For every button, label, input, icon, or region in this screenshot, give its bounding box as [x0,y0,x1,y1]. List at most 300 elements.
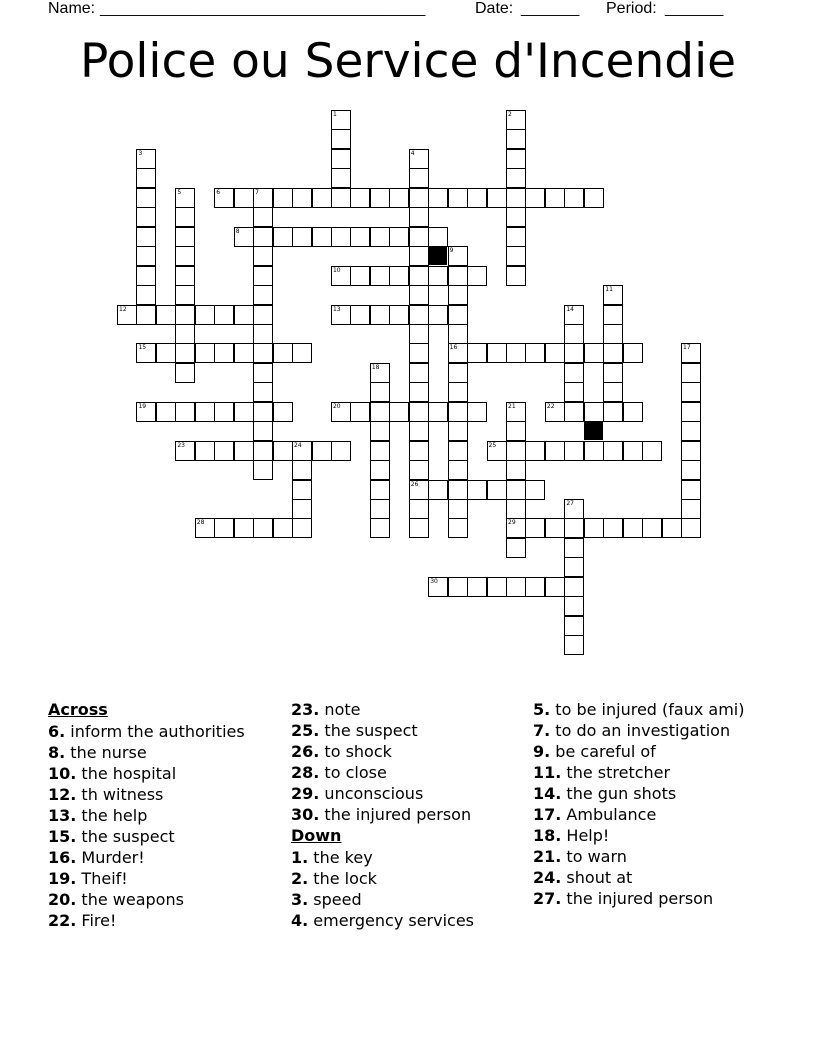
grid-cell[interactable] [448,480,468,500]
grid-cell[interactable] [681,499,701,519]
grid-cell[interactable] [370,460,390,480]
grid-cell[interactable] [253,266,273,286]
down-clue[interactable] [291,869,521,888]
grid-cell[interactable] [253,246,273,266]
grid-cell[interactable] [564,635,584,655]
grid-cell[interactable] [253,285,273,305]
grid-cell[interactable] [525,480,545,500]
grid-cell[interactable] [467,402,487,422]
down-clue[interactable] [533,868,748,887]
across-clue[interactable] [48,827,278,846]
grid-cell[interactable] [389,402,409,422]
grid-cell[interactable] [234,305,254,325]
clue-number: 20 [332,402,341,410]
clue-number: 4 [410,149,415,157]
grid-cell[interactable] [681,518,701,538]
grid-cell[interactable] [448,499,468,519]
grid-cell[interactable] [409,441,429,461]
down-clue[interactable] [291,911,521,930]
grid-cell[interactable] [603,324,623,344]
grid-cell[interactable] [564,188,584,208]
grid-cell[interactable] [175,266,195,286]
grid-cell[interactable] [681,343,701,363]
grid-cell[interactable] [623,518,643,538]
grid-cell[interactable] [273,441,293,461]
grid-cell[interactable] [623,441,643,461]
grid-cell[interactable] [292,188,312,208]
grid-cell[interactable] [292,499,312,519]
grid-cell[interactable] [136,149,156,169]
grid-cell[interactable] [370,382,390,402]
grid-cell[interactable] [156,343,176,363]
grid-cell[interactable] [195,305,215,325]
grid-cell[interactable] [564,596,584,616]
grid-cell[interactable] [487,480,507,500]
clue-number-label: 14. [533,784,562,803]
grid-cell[interactable] [175,305,195,325]
grid-cell[interactable] [214,441,234,461]
grid-cell[interactable] [331,305,351,325]
grid-cell[interactable] [350,227,370,247]
grid-cell[interactable] [506,499,526,519]
grid-cell[interactable] [175,207,195,227]
grid-cell[interactable] [584,343,604,363]
grid-cell[interactable] [370,480,390,500]
grid-cell[interactable] [409,149,429,169]
grid-cell[interactable] [545,441,565,461]
across-clue[interactable] [291,700,521,719]
grid-cell[interactable] [448,324,468,344]
down-clue[interactable] [533,784,748,803]
grid-cell[interactable] [506,577,526,597]
grid-cell[interactable] [253,188,273,208]
grid-cell[interactable] [584,441,604,461]
across-clue[interactable] [48,869,278,888]
grid-cell[interactable] [448,577,468,597]
grid-cell[interactable] [136,402,156,422]
grid-cell[interactable] [603,518,623,538]
clue-number: 9 [449,247,454,255]
grid-cell[interactable] [487,441,507,461]
across-clue[interactable] [48,764,278,783]
grid-cell[interactable] [273,343,293,363]
grid-cell[interactable] [175,285,195,305]
grid-cell[interactable] [214,402,234,422]
grid-cell[interactable] [253,363,273,383]
clue-number-label: 6. [48,722,66,741]
grid-cell[interactable] [253,518,273,538]
clue-number-label: 29. [291,784,320,803]
grid-cell[interactable] [681,460,701,480]
grid-cell[interactable] [545,518,565,538]
grid-cell[interactable] [253,460,273,480]
grid-cell[interactable] [448,305,468,325]
grid-cell[interactable] [564,343,584,363]
down-clue[interactable] [533,700,748,719]
grid-cell[interactable] [253,324,273,344]
grid-cell[interactable] [623,402,643,422]
grid-cell[interactable] [253,441,273,461]
grid-cell[interactable] [448,343,468,363]
grid-cell[interactable] [564,499,584,519]
grid-cell[interactable] [428,402,448,422]
grid-cell[interactable] [234,227,254,247]
grid-cell[interactable] [545,402,565,422]
grid-cell[interactable] [292,441,312,461]
grid-cell[interactable] [487,577,507,597]
grid-cell[interactable] [273,518,293,538]
grid-cell[interactable] [525,343,545,363]
grid-cell[interactable] [448,363,468,383]
grid-cell[interactable] [564,363,584,383]
grid-cell[interactable] [603,343,623,363]
grid-cell[interactable] [506,207,526,227]
grid-cell[interactable] [409,207,429,227]
grid-cell[interactable] [136,188,156,208]
grid-cell[interactable] [409,324,429,344]
grid-cell[interactable] [448,246,468,266]
grid-cell[interactable] [273,227,293,247]
grid-cell[interactable] [350,402,370,422]
grid-cell[interactable] [467,343,487,363]
grid-cell[interactable] [350,188,370,208]
grid-cell[interactable] [234,188,254,208]
grid-cell[interactable] [389,188,409,208]
grid-cell[interactable] [156,305,176,325]
grid-cell[interactable] [409,266,429,286]
down-clue[interactable] [533,826,748,845]
clue-number-label: 15. [48,827,77,846]
grid-cell[interactable] [564,305,584,325]
grid-cell[interactable] [370,363,390,383]
grid-cell[interactable] [331,188,351,208]
grid-cell[interactable] [331,129,351,149]
grid-cell[interactable] [584,402,604,422]
grid-cell[interactable] [175,363,195,383]
grid-cell[interactable] [681,441,701,461]
grid-cell[interactable] [195,441,215,461]
grid-cell[interactable] [525,188,545,208]
down-clue[interactable] [533,805,748,824]
across-clue[interactable] [291,784,521,803]
grid-cell[interactable] [564,538,584,558]
grid-cell[interactable] [370,441,390,461]
grid-cell[interactable] [175,441,195,461]
grid-cell[interactable] [545,343,565,363]
grid-cell[interactable] [409,246,429,266]
grid-cell[interactable] [506,518,526,538]
grid-cell[interactable] [234,343,254,363]
grid-cell[interactable] [331,110,351,130]
grid-cell[interactable] [409,285,429,305]
grid-cell[interactable] [175,227,195,247]
grid-cell[interactable] [214,343,234,363]
grid-cell[interactable] [292,343,312,363]
grid-cell[interactable] [292,460,312,480]
grid-cell[interactable] [467,480,487,500]
grid-cell[interactable] [253,402,273,422]
grid-cell[interactable] [681,382,701,402]
grid-cell[interactable] [681,480,701,500]
grid-cell[interactable] [195,402,215,422]
grid-cell[interactable] [584,518,604,538]
grid-cell[interactable] [506,246,526,266]
grid-cell[interactable] [350,305,370,325]
grid-cell[interactable] [292,518,312,538]
grid-cell[interactable] [409,227,429,247]
grid-cell[interactable] [370,266,390,286]
clue-number: 7 [255,188,259,196]
grid-cell[interactable] [603,402,623,422]
grid-cell[interactable] [564,324,584,344]
grid-cell[interactable] [273,188,293,208]
grid-cell[interactable] [506,402,526,422]
grid-cell[interactable] [370,402,390,422]
grid-cell[interactable] [409,499,429,519]
grid-cell[interactable] [545,188,565,208]
grid-cell[interactable] [506,441,526,461]
grid-cell[interactable] [234,441,254,461]
grid-cell[interactable] [136,266,156,286]
grid-cell[interactable] [409,188,429,208]
down-clue[interactable] [533,847,748,866]
grid-cell[interactable] [409,460,429,480]
grid-cell[interactable] [506,480,526,500]
across-clue[interactable] [48,743,278,762]
grid-cell[interactable] [584,188,604,208]
grid-cell[interactable] [506,110,526,130]
grid-cell[interactable] [312,441,332,461]
grid-cell[interactable] [195,518,215,538]
grid-cell[interactable] [331,441,351,461]
across-clue[interactable] [48,722,278,741]
grid-cell[interactable] [409,402,429,422]
grid-cell[interactable] [681,421,701,441]
grid-cell[interactable] [506,266,526,286]
grid-cell[interactable] [448,285,468,305]
grid-cell[interactable] [136,343,156,363]
grid-cell[interactable] [525,577,545,597]
grid-cell[interactable] [506,129,526,149]
grid-cell[interactable] [331,402,351,422]
grid-cell[interactable] [428,227,448,247]
grid-cell[interactable] [506,538,526,558]
down-clue[interactable] [291,848,521,867]
clue-number-label: 17. [533,805,562,824]
grid-cell[interactable] [642,441,662,461]
across-clue[interactable] [48,890,278,909]
grid-cell[interactable] [506,421,526,441]
grid-cell[interactable] [136,285,156,305]
grid-cell[interactable] [389,227,409,247]
grid-cell[interactable] [448,402,468,422]
across-clue[interactable] [291,742,521,761]
grid-cell[interactable] [312,188,332,208]
grid-cell[interactable] [448,518,468,538]
clue-number: 24 [294,441,302,449]
grid-cell[interactable] [603,285,623,305]
grid-cell[interactable] [253,382,273,402]
grid-cell[interactable] [428,188,448,208]
grid-cell[interactable] [331,227,351,247]
grid-cell[interactable] [175,324,195,344]
grid-cell[interactable] [545,577,565,597]
grid-cell[interactable] [506,227,526,247]
grid-cell[interactable] [253,343,273,363]
down-clue[interactable] [533,721,748,740]
grid-cell[interactable] [253,227,273,247]
grid-cell[interactable] [525,518,545,538]
grid-cell[interactable] [428,266,448,286]
grid-cell[interactable] [136,168,156,188]
grid-cell[interactable] [331,149,351,169]
clue-number: 11 [605,286,613,294]
grid-cell[interactable] [273,402,293,422]
down-clue[interactable] [533,889,748,908]
grid-cell[interactable] [564,441,584,461]
grid-cell[interactable] [603,305,623,325]
grid-cell[interactable] [564,382,584,402]
grid-cell[interactable] [370,305,390,325]
across-clue[interactable] [48,911,278,930]
grid-cell[interactable] [175,343,195,363]
grid-cell[interactable] [525,441,545,461]
period-blank[interactable]: _______ [665,0,724,17]
grid-cell[interactable] [175,402,195,422]
grid-cell[interactable] [564,557,584,577]
across-heading: Across [48,700,108,719]
grid-cell[interactable] [234,402,254,422]
grid-cell[interactable] [331,168,351,188]
across-clue[interactable] [291,805,521,824]
grid-cell[interactable] [409,363,429,383]
grid-cell[interactable] [487,188,507,208]
grid-cell[interactable] [409,421,429,441]
grid-cell[interactable] [331,266,351,286]
grid-cell[interactable] [136,207,156,227]
grid-cell[interactable] [428,305,448,325]
grid-cell[interactable] [448,188,468,208]
grid-cell[interactable] [389,266,409,286]
grid-cell[interactable] [487,343,507,363]
date-blank[interactable]: _______ [521,0,580,17]
grid-cell[interactable] [623,343,643,363]
grid-cell[interactable] [409,168,429,188]
clue-text: Murder! [76,848,145,867]
grid-cell[interactable] [292,480,312,500]
grid-cell[interactable] [370,421,390,441]
clue-number: 14 [566,305,574,313]
grid-cell[interactable] [409,305,429,325]
grid-cell[interactable] [467,266,487,286]
grid-cell[interactable] [681,363,701,383]
clue-number: 10 [332,266,341,274]
grid-cell[interactable] [448,421,468,441]
grid-cell[interactable] [448,266,468,286]
down-clue[interactable] [291,890,521,909]
grid-cell[interactable] [292,227,312,247]
grid-cell[interactable] [506,188,526,208]
name-blank[interactable]: _______________________________________ [100,0,426,17]
grid-cell[interactable] [175,188,195,208]
across-clue[interactable] [291,763,521,782]
grid-cell[interactable] [136,305,156,325]
grid-cell[interactable] [409,480,429,500]
grid-cell[interactable] [603,382,623,402]
across-clue[interactable] [291,721,521,740]
grid-cell[interactable] [448,441,468,461]
grid-cell[interactable] [370,518,390,538]
grid-cell[interactable] [428,480,448,500]
grid-cell[interactable] [370,227,390,247]
grid-cell[interactable] [409,343,429,363]
grid-cell[interactable] [564,616,584,636]
clue-text: the nurse [65,743,147,762]
clue-number: 8 [235,227,240,235]
clue-text: to close [319,763,387,782]
across-clue[interactable] [48,806,278,825]
grid-cell[interactable] [603,441,623,461]
grid-cell[interactable] [506,168,526,188]
name-label: Name: [48,0,96,17]
grid-cell[interactable] [564,402,584,422]
grid-cell[interactable] [506,460,526,480]
grid-cell[interactable] [156,402,176,422]
grid-cell[interactable] [428,577,448,597]
grid-cell[interactable] [214,518,234,538]
grid-cell[interactable] [467,188,487,208]
down-clue[interactable] [533,763,748,782]
grid-cell[interactable] [195,343,215,363]
down-clue[interactable] [533,742,748,761]
clue-number-label: 2. [291,869,309,888]
across-clue[interactable] [48,848,278,867]
grid-cell[interactable] [370,499,390,519]
grid-cell[interactable] [506,149,526,169]
grid-cell[interactable] [681,402,701,422]
grid-cell[interactable] [642,518,662,538]
grid-cell[interactable] [467,577,487,597]
grid-cell[interactable] [564,518,584,538]
grid-cell[interactable] [448,460,468,480]
grid-cell[interactable] [253,305,273,325]
grid-cell[interactable] [409,382,429,402]
grid-cell[interactable] [214,305,234,325]
grid-cell[interactable] [117,305,137,325]
across-clue[interactable] [48,785,278,804]
grid-cell[interactable] [350,266,370,286]
grid-cell[interactable] [409,518,429,538]
grid-cell[interactable] [136,227,156,247]
grid-cell[interactable] [564,577,584,597]
grid-cell[interactable] [312,227,332,247]
grid-cell[interactable] [253,421,273,441]
grid-cell[interactable] [234,518,254,538]
grid-cell[interactable] [603,363,623,383]
grid-cell[interactable] [662,518,682,538]
grid-cell[interactable] [136,246,156,266]
grid-cell[interactable] [370,188,390,208]
clue-number: 23 [177,441,185,449]
clue-text: emergency services [308,911,475,930]
grid-cell[interactable] [214,188,234,208]
grid-cell[interactable] [253,207,273,227]
clue-number: 16 [449,344,458,352]
grid-cell[interactable] [506,343,526,363]
grid-cell[interactable] [175,246,195,266]
grid-cell[interactable] [389,305,409,325]
grid-cell[interactable] [448,382,468,402]
